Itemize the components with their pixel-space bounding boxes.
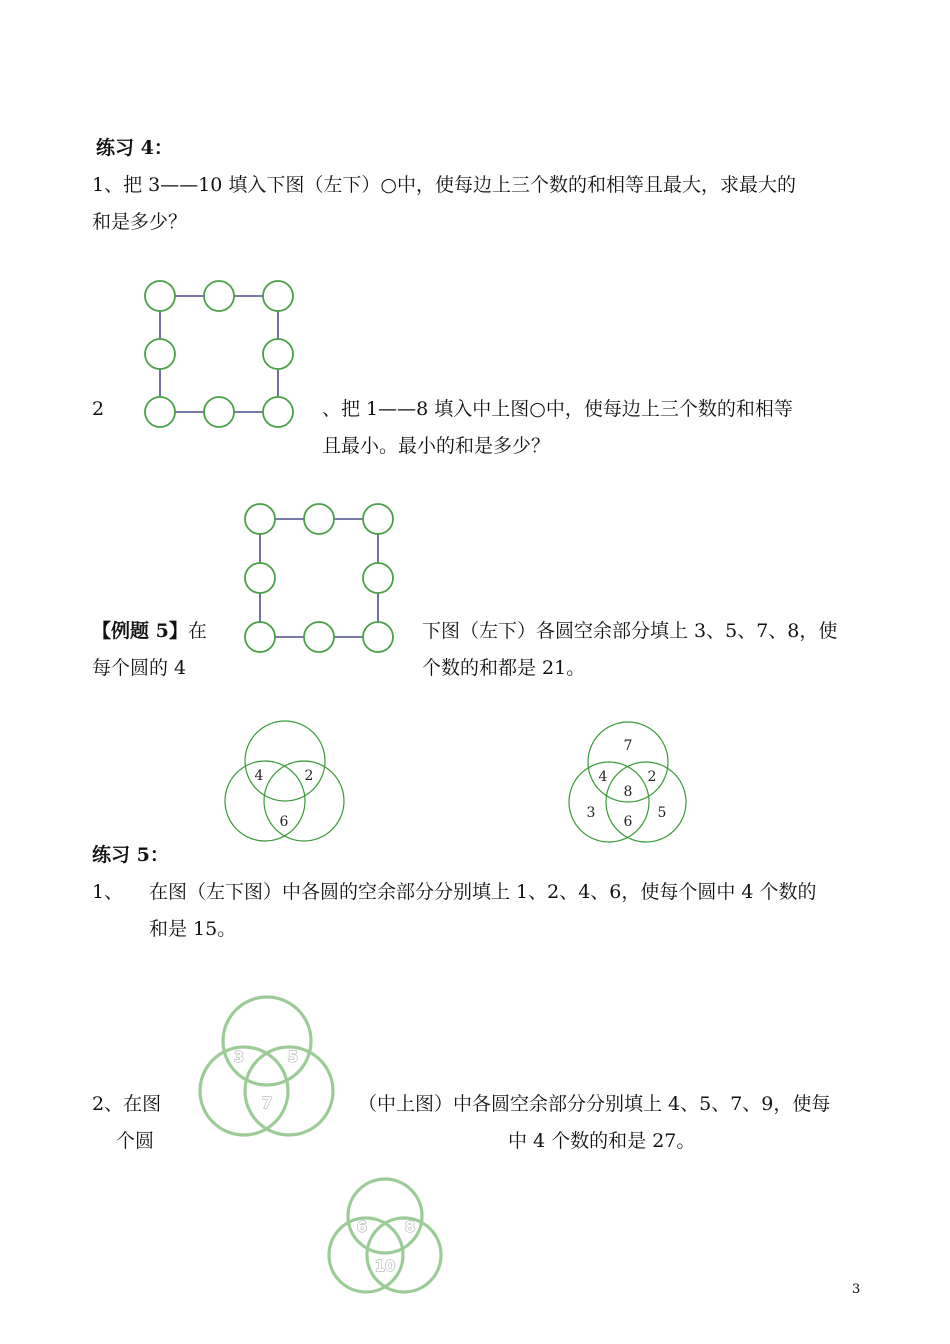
empty-circle (145, 339, 175, 369)
practice4-title: 练习 4： (96, 137, 173, 159)
square-circle-diagram-1 (140, 278, 300, 434)
practice5-title: 练习 5： (92, 844, 169, 866)
empty-circle (145, 397, 175, 427)
square-circle-diagram-2 (240, 501, 400, 657)
practice4-q1-line2: 和是多少？ (92, 211, 188, 233)
venn-number: 2 (304, 768, 314, 784)
example5-label: 【例题 5】 (92, 620, 188, 642)
venn-diagram-example-right (566, 718, 692, 846)
venn-number: 6 (356, 1218, 368, 1236)
venn-number: 10 (374, 1257, 396, 1275)
practice5-q2-left2: 个圆 (116, 1130, 155, 1152)
empty-circle (263, 339, 293, 369)
empty-circle (245, 563, 275, 593)
example5-text-a: 在 (187, 620, 207, 642)
practice4-q2-number: 2 (92, 398, 105, 420)
practice5-q1-number: 1、 (92, 881, 124, 903)
practice4-q2-line1: 、把 1——8 填入中上图○中，使每边上三个数的和相等 (322, 398, 793, 420)
venn-diagram-example-left (222, 718, 348, 846)
page-number: 3 (852, 1282, 861, 1297)
empty-circle (304, 504, 334, 534)
venn-number: 3 (586, 805, 596, 821)
venn-number: 7 (261, 1094, 273, 1112)
empty-circle (245, 504, 275, 534)
venn-number: 4 (254, 768, 264, 784)
empty-circle (363, 563, 393, 593)
example5-line1-right: 下图（左下）各圆空余部分填上 3、5、7、8，使 (422, 620, 838, 642)
practice4-q1-line1: 1、把 3——10 填入下图（左下）○中，使每边上三个数的和相等且最大，求最大的 (92, 174, 797, 196)
practice5-q2-left1: 2、在图 (92, 1093, 162, 1115)
example5-line2-right: 个数的和都是 21。 (422, 657, 586, 679)
venn-number: 7 (623, 738, 633, 754)
empty-circle (363, 504, 393, 534)
venn-diagram-practice-b (325, 1175, 447, 1297)
venn-number: 4 (598, 769, 608, 785)
venn-number: 6 (279, 814, 289, 830)
empty-circle (204, 397, 234, 427)
venn-number: 8 (404, 1218, 416, 1236)
empty-circle (245, 622, 275, 652)
empty-circle (363, 622, 393, 652)
empty-circle (204, 281, 234, 311)
empty-circle (304, 622, 334, 652)
venn-number: 6 (623, 814, 633, 830)
venn-number: 2 (647, 769, 657, 785)
example5-line1-left (92, 613, 207, 650)
empty-circle (145, 281, 175, 311)
practice4-q2-line2: 且最小。最小的和是多少？ (322, 435, 551, 457)
venn-number: 8 (623, 784, 633, 800)
venn-number: 5 (657, 805, 667, 821)
venn-number: 5 (287, 1048, 299, 1066)
practice5-q1-line1: 在图（左下图）中各圆的空余部分分别填上 1、2、4、6，使每个圆中 4 个数的 (149, 881, 817, 903)
practice5-q1-line2: 和是 15。 (149, 918, 237, 940)
practice5-q2-line1: （中上图）中各圆空余部分分别填上 4、5、7、9，使每 (358, 1093, 831, 1115)
practice5-q2-line2: 中 4 个数的和是 27。 (508, 1130, 696, 1152)
example5-line2-left: 每个圆的 4 (92, 657, 187, 679)
venn-number: 3 (233, 1048, 245, 1066)
empty-circle (263, 281, 293, 311)
venn-diagram-practice-a (195, 995, 341, 1147)
empty-circle (263, 397, 293, 427)
